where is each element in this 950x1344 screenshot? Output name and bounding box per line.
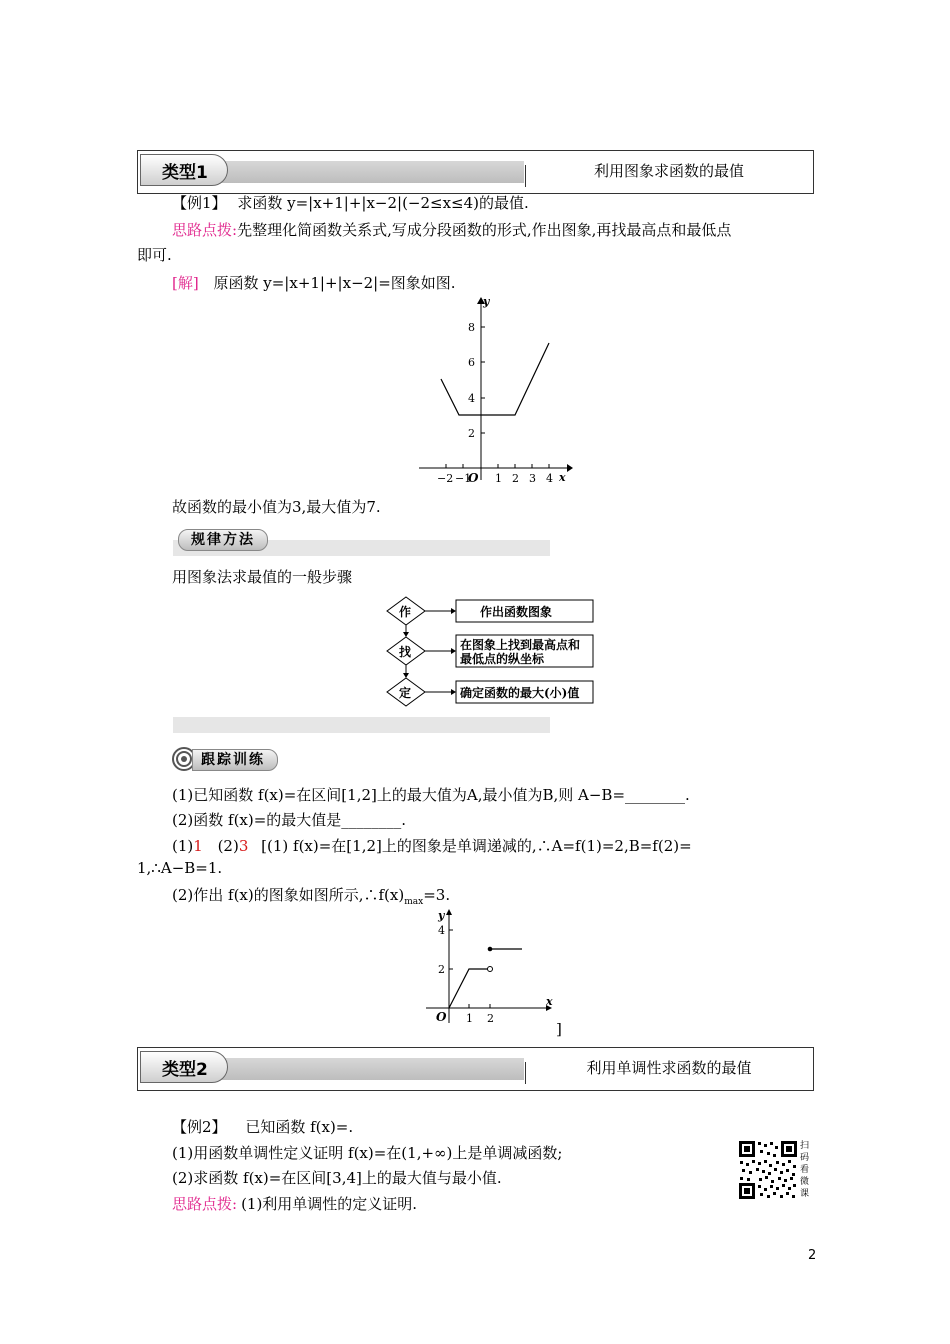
solution-label: [解]	[172, 274, 199, 292]
x-tick-label: 4	[546, 472, 553, 485]
step-text: 最低点的纵坐标	[460, 652, 545, 666]
x-tick-label: 1	[466, 1012, 473, 1025]
y-tick-label: 4	[468, 392, 475, 405]
answer-explanation: [(1) f(x)=在[1,2]上的图象是单调递减的,∴A=f(1)=2,B=f(2)=	[261, 837, 692, 855]
closing-bracket: ]	[556, 1020, 562, 1038]
practice-q1: (1)已知函数 f(x)=在区间[1,2]上的最大值为A,最小值为B,则 A−B=________.	[172, 786, 690, 804]
answer-line-2: 1,∴A−B=1.	[137, 859, 223, 877]
hint-text: 先整理化简函数关系式,写成分段函数的形式,作出图象,再找最高点和最低点	[237, 221, 732, 239]
step-key: 找	[399, 645, 412, 659]
section-title: 利用图象求函数的最值	[593, 162, 744, 180]
section-type-label: 类型1	[162, 163, 208, 183]
y-axis-label: y	[483, 295, 490, 308]
hint-label: 思路点拨:	[172, 1195, 238, 1213]
flow-diagram	[383, 595, 598, 710]
step-key: 作	[399, 605, 412, 619]
qr-caption-char: 微	[800, 1177, 810, 1187]
origin-label: O	[468, 471, 479, 485]
example2-q1: (1)用函数单调性定义证明 f(x)=在(1,+∞)上是单调减函数;	[172, 1144, 563, 1162]
section-header-1	[137, 150, 814, 194]
section-title: 利用单调性求函数的最值	[586, 1059, 752, 1077]
hint-line	[172, 219, 731, 240]
x-axis-arrow	[567, 464, 573, 472]
y-tick-label: 2	[468, 427, 475, 440]
qr-code[interactable]	[738, 1140, 798, 1200]
answer-text: (2)作出 f(x)的图象如图所示,∴f(x)	[172, 886, 405, 904]
example2-line	[172, 1116, 353, 1137]
answer-line-1	[172, 835, 692, 856]
example2-q2: (2)求函数 f(x)=在区间[3,4]上的最大值与最小值.	[172, 1169, 502, 1187]
x-axis-label: x	[559, 471, 566, 484]
y-tick-label: 8	[468, 321, 475, 334]
example2-hint	[172, 1193, 417, 1214]
x-tick-label: −1	[455, 472, 472, 485]
flow-arrowhead	[403, 632, 409, 637]
qr-caption-char: 扫	[800, 1141, 810, 1151]
x-tick-label: 3	[529, 472, 536, 485]
answer-line-3	[172, 884, 450, 907]
section-type-label: 类型2	[162, 1060, 208, 1080]
answer-subscript: max	[404, 897, 424, 907]
x-tick-label: 2	[487, 1012, 494, 1025]
page-number: 2	[808, 1248, 817, 1263]
example-problem: 求函数 y=|x+1|+|x−2|(−2≤x≤4)的最值.	[237, 194, 529, 212]
flow-arrowhead	[451, 648, 456, 654]
conclusion-text: 故函数的最小值为3,最大值为7.	[172, 498, 381, 516]
answer-value: 3	[238, 837, 249, 855]
section-header-2	[137, 1047, 814, 1091]
y-axis-label: y	[438, 909, 445, 922]
open-point	[488, 967, 493, 972]
flow-arrowhead	[403, 673, 409, 678]
step-key: 定	[399, 686, 412, 700]
solution-line	[172, 272, 456, 293]
step-text: 确定函数的最大(小)值	[460, 686, 580, 700]
closed-point	[488, 947, 493, 952]
answer-prefix: (1)	[172, 837, 194, 855]
flow-arrowhead	[451, 689, 456, 695]
qr-caption-char: 码	[800, 1153, 810, 1163]
answer-text: =3.	[423, 886, 451, 904]
step-text: 在图象上找到最高点和	[460, 638, 581, 652]
origin-label: O	[436, 1010, 447, 1024]
step-text: 作出函数图象	[480, 605, 553, 619]
y-tick-label: 2	[438, 963, 445, 976]
x-tick-label: 2	[512, 472, 519, 485]
y-tick-label: 6	[468, 356, 475, 369]
method-label: 规律方法	[178, 529, 268, 551]
practice-label: 跟踪训练	[192, 749, 278, 771]
qr-caption-char: 课	[800, 1189, 810, 1199]
example-problem: 已知函数 f(x)=.	[245, 1118, 354, 1136]
method-intro: 用图象法求最值的一般步骤	[172, 568, 353, 586]
solution-text: 原函数 y=|x+1|+|x−2|=图象如图.	[213, 274, 456, 292]
answer-prefix: (2)	[217, 837, 239, 855]
hint-label: 思路点拨:	[172, 221, 238, 239]
practice-q2: (2)函数 f(x)=的最大值是________.	[172, 811, 407, 829]
qr-caption	[800, 1140, 812, 1200]
example-tag: 【例2】	[172, 1118, 227, 1136]
method-bottom-band	[173, 717, 550, 733]
graph-2	[420, 905, 560, 1025]
answer-value: 1	[193, 837, 203, 855]
x-axis-label: x	[546, 995, 553, 1008]
example-tag: 【例1】	[172, 194, 227, 212]
qr-caption-char: 看	[800, 1165, 810, 1175]
example1-line	[172, 192, 529, 213]
graph-1	[415, 292, 575, 488]
y-axis-arrow	[446, 909, 452, 915]
hint-continuation: 即可.	[137, 246, 172, 264]
y-tick-label: 4	[438, 924, 445, 937]
hint-text: (1)利用单调性的定义证明.	[241, 1195, 418, 1213]
flow-arrowhead	[451, 608, 456, 614]
function-curve	[449, 969, 490, 1008]
x-tick-label: −2	[437, 472, 454, 485]
x-tick-label: 1	[495, 472, 502, 485]
function-curve	[441, 343, 549, 415]
